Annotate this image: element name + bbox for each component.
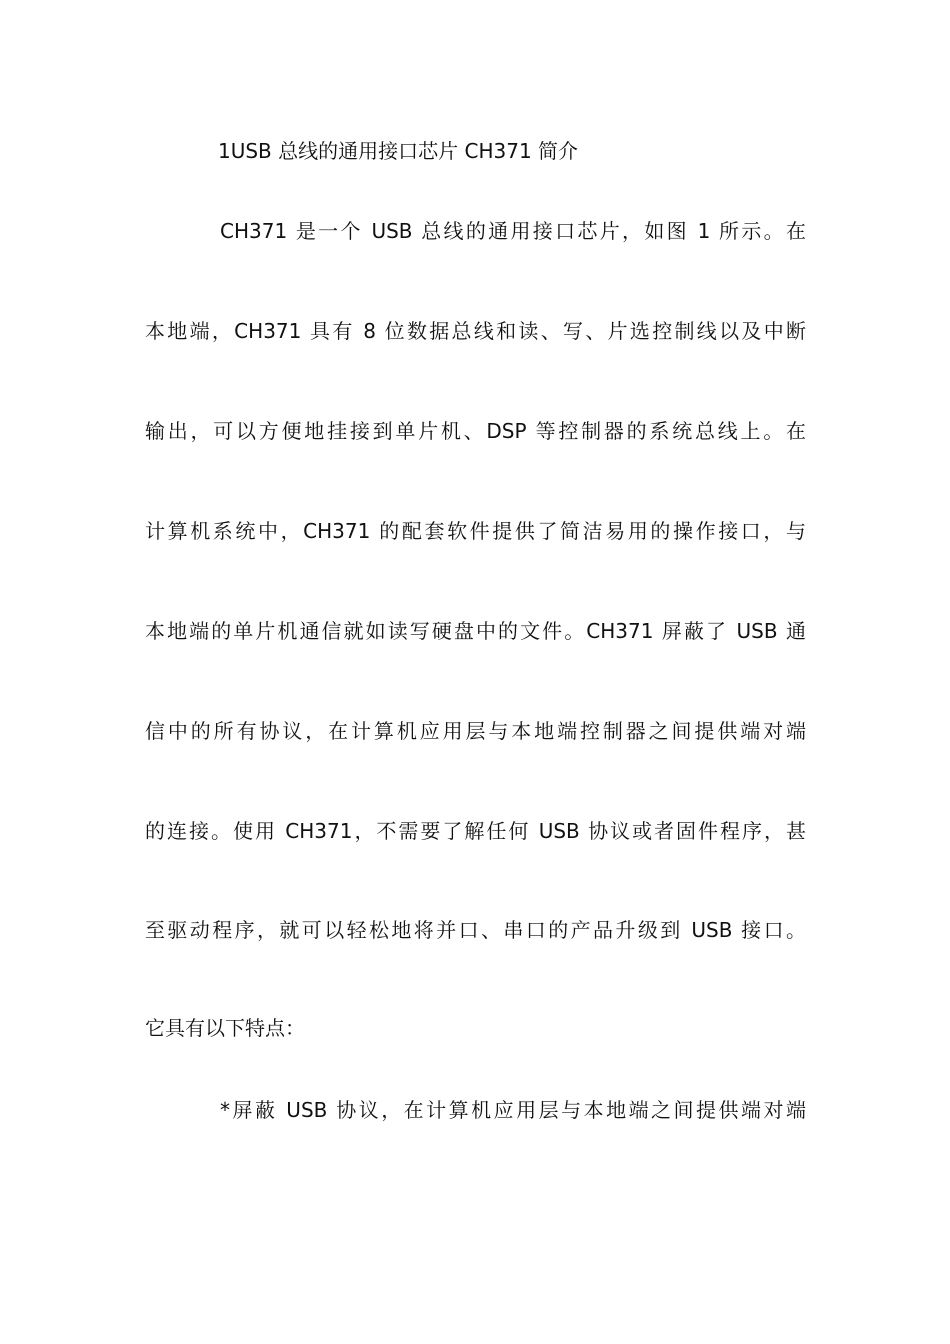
section-heading: 1USB 总线的通用接口芯片 CH371 简介: [218, 139, 579, 163]
paragraph-line-9: 它具有以下特点：: [145, 1016, 305, 1040]
paragraph-line-2: 本地端，CH371 具有 8 位数据总线和读、写、片选控制线以及中断: [145, 319, 806, 343]
paragraph-line-8: 至驱动程序，就可以轻松地将并口、串口的产品升级到 USB 接口。: [145, 918, 806, 942]
paragraph-line-1: CH371 是一个 USB 总线的通用接口芯片，如图 1 所示。在: [220, 219, 806, 243]
paragraph-line-5: 本地端的单片机通信就如读写硬盘中的文件。CH371 屏蔽了 USB 通: [145, 619, 806, 643]
feature-bullet-1: *屏蔽 USB 协议，在计算机应用层与本地端之间提供端对端: [220, 1098, 806, 1122]
paragraph-line-4: 计算机系统中，CH371 的配套软件提供了简洁易用的操作接口，与: [145, 519, 806, 543]
paragraph-line-3: 输出，可以方便地挂接到单片机、DSP 等控制器的系统总线上。在: [145, 419, 806, 443]
paragraph-line-7: 的连接。使用 CH371，不需要了解任何 USB 协议或者固件程序，甚: [145, 819, 806, 843]
paragraph-line-6: 信中的所有协议，在计算机应用层与本地端控制器之间提供端对端: [145, 719, 806, 743]
